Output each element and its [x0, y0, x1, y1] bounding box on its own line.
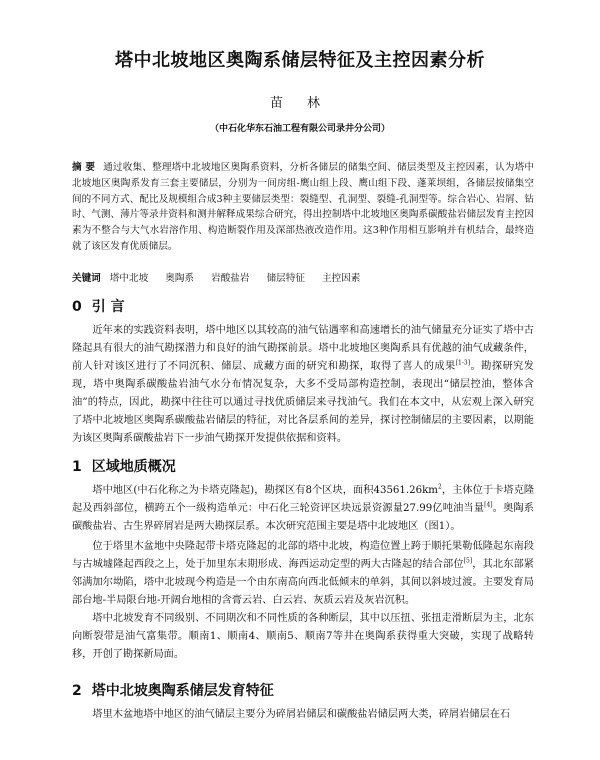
- section-heading-reservoir: [72, 680, 274, 700]
- reservoir-paragraph: 塔里木盆地塔中地区的油气储层主要分为碎屑岩储层和碳酸盐岩储层两大类，碎屑岩储层在石: [92, 709, 511, 720]
- citation: [5]: [463, 557, 473, 565]
- para-text: 近年来的实践资料表明，塔中地区以其较高的油气钻遇率和高速增长的油气储量充分证实了塔中古隆起具有很大的油气勘探潜力和良好的油气勘探前景。塔中北坡地区奥陶系具有优越的油气成藏条件，前人针对该区进行了不同沉积、储层、成藏方面的研究和勘探，取得了喜人的成果: [72, 325, 534, 372]
- section-heading-regional-geology: [72, 456, 176, 476]
- author-affiliation: （中石化华东石油工程有限公司录井分公司）: [209, 124, 390, 134]
- para-text: 位于塔里木盆地中央隆起带卡塔克隆起的北部的塔中北坡，构造位置上跨于顺托果勒低隆起东南段与古城墟隆起西段之上，处于加里东末期形成、海西运动定型的两大古隆起的结合部位: [72, 541, 534, 570]
- para-text: 。奥陶系碳酸盐岩、古生界碎屑岩是两大勘探层系。本次研究范围主要是塔中北坡地区（图1）。: [72, 503, 534, 532]
- abstract: [72, 160, 534, 255]
- section-number: 0: [72, 299, 82, 315]
- citation: [1-3]: [455, 359, 471, 367]
- section-title: 区域地质概况: [91, 459, 176, 475]
- abstract-text: 通过收集、整理塔中北坡地区奥陶系资料，分析各储层的储集空间、储层类型及主控因素，认为塔中北坡地区奥陶系发育三套主要储层，分别为一间房组-鹰山组上段、鹰山组下段、蓬莱坝组，各储层按储集空间的不同方式、配比及规模组合成3种主要储层类型：裂缝型、孔洞型、裂缝-孔洞型等。综合岩心、岩屑、钻时、气测、薄片等录井资料和测井解释成果综合研究，得出控制塔中北坡地区奥陶系碳酸盐岩储层发育主控因素为不整合与大气水岩溶作用、构造断裂作用及深部热液改造作用。这3种作用相互影响并有机结合，最终造就了该区发育优质储层。: [72, 162, 534, 252]
- para-text: ，主体位于卡塔克隆起及西斜部位，横跨五个一级构造单元：中石化三轮资评区块远景资源量27.99亿吨油当量: [72, 485, 535, 514]
- keyword: 奥陶系: [165, 273, 195, 284]
- geology-paragraph-1: [72, 482, 534, 536]
- introduction-paragraph: [72, 322, 534, 448]
- section-title: 引 言: [91, 299, 125, 315]
- geology-paragraph-2: [72, 538, 534, 610]
- section-title: 塔中北坡奥陶系储层发育特征: [91, 683, 274, 699]
- abstract-label: 摘 要: [72, 162, 96, 173]
- geology-paragraph-3: 塔中北坡发育不同级别、不同期次和不同性质的各种断层，其中以压扭、张扭走滑断层为主，北东向断裂带是油气富集带。顺南1、顺南4、顺南5、顺南7等井在奥陶系获得重大突破，实现了战略转移，开创了勘探新局面。: [72, 613, 534, 660]
- paper-title: 塔中北坡地区奥陶系储层特征及主控因素分析: [115, 50, 485, 71]
- keyword: 岩酸盐岩: [211, 273, 250, 284]
- section-number: 2: [72, 683, 82, 699]
- author-name: 苗 林: [269, 96, 331, 111]
- section-heading-introduction: [72, 296, 125, 316]
- keyword: 储层特征: [266, 273, 305, 284]
- superscript: 2: [437, 483, 442, 491]
- section-number: 1: [72, 459, 82, 475]
- keyword: 塔中北坡: [109, 273, 149, 284]
- keywords: [72, 270, 534, 284]
- para-text: 。勘探研究发现，塔中奥陶系碳酸盐岩油气水分布情况复杂，大多不受局部构造控制，表现出“储层控油，整体含油”的特点，因此，勘探中往往可以通过寻找优质储层来寻找油气。我们在本文中，从宏观上深入研究了塔中北坡地区奥陶系碳酸盐岩储层的特征，对比各层系间的差异，探讨控制储层的主要因素，以期能为该区奥陶系碳酸盐岩下一步油气勘探开发提供依据和资料。: [72, 361, 534, 444]
- citation: [4]: [484, 501, 493, 509]
- para-text: ，其北东部紧邻满加尔坳陷，塔中北坡现今构造是一个由东南高向西北低倾末的单斜，其间以斜坡过渡。主要发育局部台地-半局限台地-开阔台地相的含膏云岩、白云岩、灰质云岩及灰岩沉积。: [72, 559, 534, 606]
- keyword: 主控因素: [322, 273, 361, 284]
- para-text: 塔中地区(中石化称之为卡塔克隆起)，勘探区有8个区块，面积43561.26km: [92, 485, 438, 496]
- keywords-label: 关键词: [72, 273, 101, 284]
